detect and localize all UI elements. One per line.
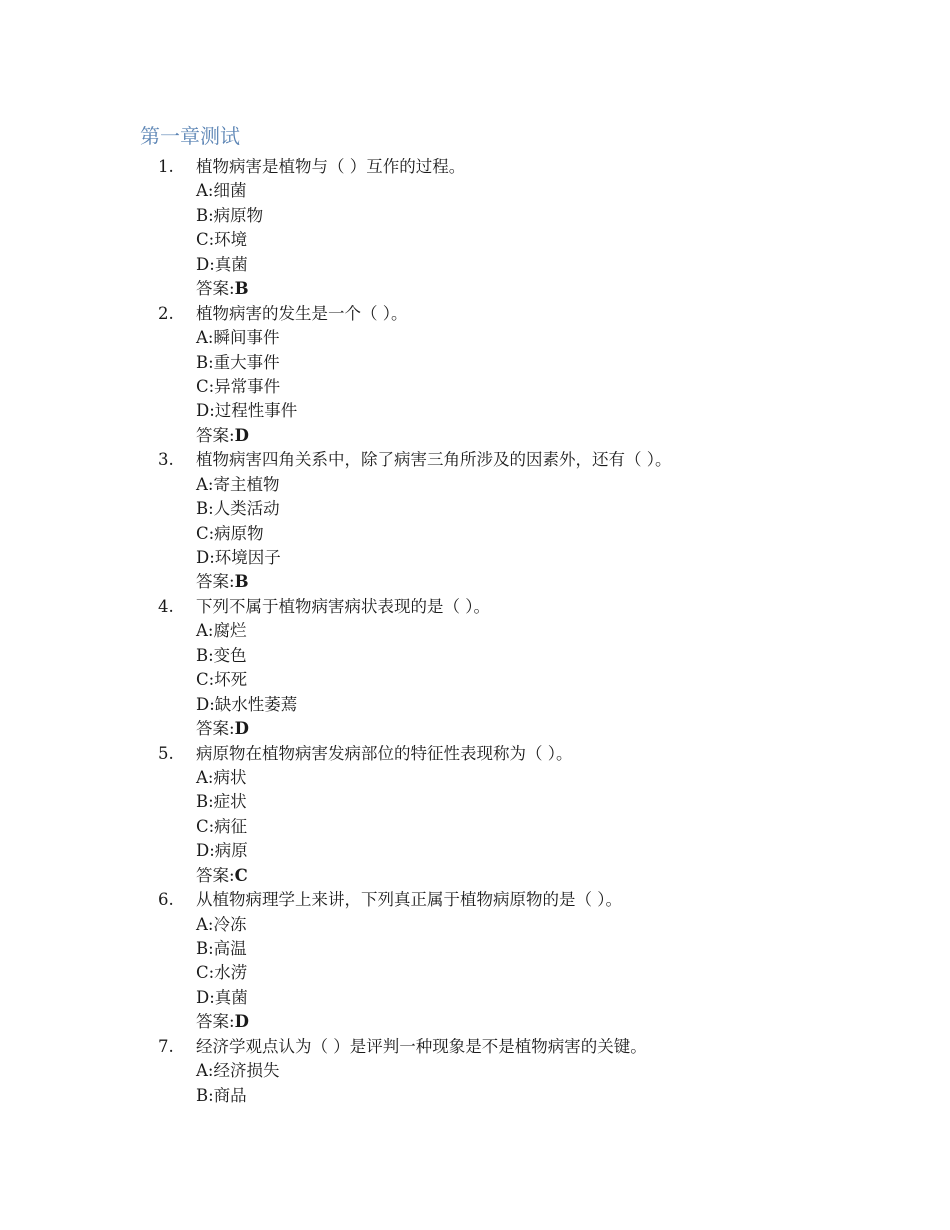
question-number: 4. bbox=[158, 596, 174, 616]
option-line bbox=[0, 497, 950, 521]
question-text: 植物病害的发生是一个（ ）。 bbox=[196, 303, 408, 323]
question-text: 下列不属于植物病害病状表现的是（ ）。 bbox=[196, 596, 490, 616]
question-number: 7. bbox=[158, 1036, 174, 1056]
option-line bbox=[0, 179, 950, 203]
option-d: D:过程性事件 bbox=[196, 401, 298, 421]
option-c: C:病原物 bbox=[196, 523, 264, 543]
question-2 bbox=[0, 302, 950, 449]
option-line bbox=[0, 913, 950, 937]
option-d: D:病原 bbox=[196, 841, 248, 861]
option-line bbox=[0, 668, 950, 692]
option-a: A:冷冻 bbox=[196, 914, 247, 934]
option-line bbox=[0, 522, 950, 546]
option-line bbox=[0, 375, 950, 399]
answer-label: 答案: bbox=[196, 425, 235, 445]
answer-value: C bbox=[234, 865, 248, 885]
option-b: B:变色 bbox=[196, 645, 247, 665]
answer-line bbox=[0, 717, 950, 741]
answer-value: B bbox=[234, 572, 249, 592]
question-4 bbox=[0, 595, 950, 742]
answer bbox=[196, 277, 249, 301]
question-7 bbox=[0, 1035, 950, 1108]
question-text: 病原物在植物病害发病部位的特征性表现称为（ ）。 bbox=[196, 743, 573, 763]
answer bbox=[196, 717, 249, 741]
question-line bbox=[0, 155, 950, 179]
option-line bbox=[0, 961, 950, 985]
option-line bbox=[0, 546, 950, 570]
question-line bbox=[0, 742, 950, 766]
answer bbox=[196, 864, 248, 888]
question-number: 6. bbox=[158, 890, 174, 910]
option-line bbox=[0, 644, 950, 668]
option-c: C:异常事件 bbox=[196, 376, 281, 396]
question-line bbox=[0, 302, 950, 326]
answer-line bbox=[0, 864, 950, 888]
option-c: C:环境 bbox=[196, 230, 248, 250]
option-line bbox=[0, 253, 950, 277]
answer-line bbox=[0, 424, 950, 448]
question-number: 3. bbox=[158, 450, 174, 470]
option-b: B:高温 bbox=[196, 939, 247, 958]
question-text: 经济学观点认为（ ）是评判一种现象是不是植物病害的关键。 bbox=[196, 1036, 647, 1056]
answer bbox=[196, 570, 249, 594]
question-1 bbox=[0, 155, 950, 302]
question-line bbox=[0, 595, 950, 619]
option-d: D:缺水性萎蔫 bbox=[196, 694, 298, 714]
option-line bbox=[0, 986, 950, 1010]
question-text: 植物病害四角关系中，除了病害三角所涉及的因素外，还有（ ）。 bbox=[196, 450, 672, 470]
answer-line bbox=[0, 1010, 950, 1034]
option-line bbox=[0, 839, 950, 863]
option-c: C:坏死 bbox=[196, 670, 248, 690]
option-b: B:商品 bbox=[196, 1085, 247, 1105]
option-line bbox=[0, 815, 950, 839]
question-5 bbox=[0, 742, 950, 889]
option-a: A:瞬间事件 bbox=[196, 328, 280, 348]
answer-label: 答案: bbox=[196, 1012, 235, 1032]
option-a: A:寄主植物 bbox=[196, 474, 280, 494]
option-line bbox=[0, 790, 950, 814]
option-b: B:症状 bbox=[196, 792, 247, 812]
question-number: 5. bbox=[158, 743, 174, 763]
option-c: C:水涝 bbox=[196, 963, 248, 983]
option-line bbox=[0, 473, 950, 497]
option-line bbox=[0, 937, 950, 961]
option-c: C:病征 bbox=[196, 816, 248, 836]
option-line bbox=[0, 619, 950, 643]
question-number: 1. bbox=[158, 157, 174, 176]
option-line bbox=[0, 693, 950, 717]
question-3 bbox=[0, 448, 950, 595]
option-b: B:人类活动 bbox=[196, 499, 280, 519]
question-line bbox=[0, 888, 950, 912]
option-line bbox=[0, 204, 950, 228]
answer bbox=[196, 1010, 249, 1034]
answer-value: D bbox=[234, 1012, 249, 1032]
answer-value: B bbox=[234, 279, 249, 299]
answer-line bbox=[0, 570, 950, 594]
option-line bbox=[0, 351, 950, 375]
option-line bbox=[0, 1059, 950, 1083]
question-text: 从植物病理学上来讲，下列真正属于植物病原物的是（ ）。 bbox=[196, 890, 622, 910]
answer-value: D bbox=[234, 719, 249, 739]
question-line bbox=[0, 448, 950, 472]
option-b: B:重大事件 bbox=[196, 352, 280, 372]
question-line bbox=[0, 1035, 950, 1059]
chapter-title: 第一章测试 bbox=[140, 124, 240, 148]
option-line bbox=[0, 399, 950, 423]
answer bbox=[196, 424, 249, 448]
answer-label: 答案: bbox=[196, 865, 235, 885]
option-a: A:经济损失 bbox=[196, 1061, 280, 1081]
option-a: A:病状 bbox=[196, 767, 247, 787]
option-a: A:腐烂 bbox=[196, 621, 247, 641]
option-line bbox=[0, 766, 950, 790]
answer-label: 答案: bbox=[196, 572, 235, 592]
option-line bbox=[0, 228, 950, 252]
question-6 bbox=[0, 888, 950, 1035]
option-b: B:病原物 bbox=[196, 205, 264, 225]
answer-label: 答案: bbox=[196, 279, 235, 299]
option-d: D:真菌 bbox=[196, 987, 248, 1007]
answer-value: D bbox=[234, 425, 249, 445]
question-list bbox=[0, 155, 950, 1108]
question-text: 植物病害是植物与（ ）互作的过程。 bbox=[196, 157, 466, 176]
answer-label: 答案: bbox=[196, 719, 235, 739]
answer-line bbox=[0, 277, 950, 301]
question-number: 2. bbox=[158, 303, 174, 323]
option-line bbox=[0, 1084, 950, 1108]
option-d: D:环境因子 bbox=[196, 548, 281, 567]
option-line bbox=[0, 326, 950, 350]
option-a: A:细菌 bbox=[196, 181, 247, 201]
option-d: D:真菌 bbox=[196, 254, 248, 274]
